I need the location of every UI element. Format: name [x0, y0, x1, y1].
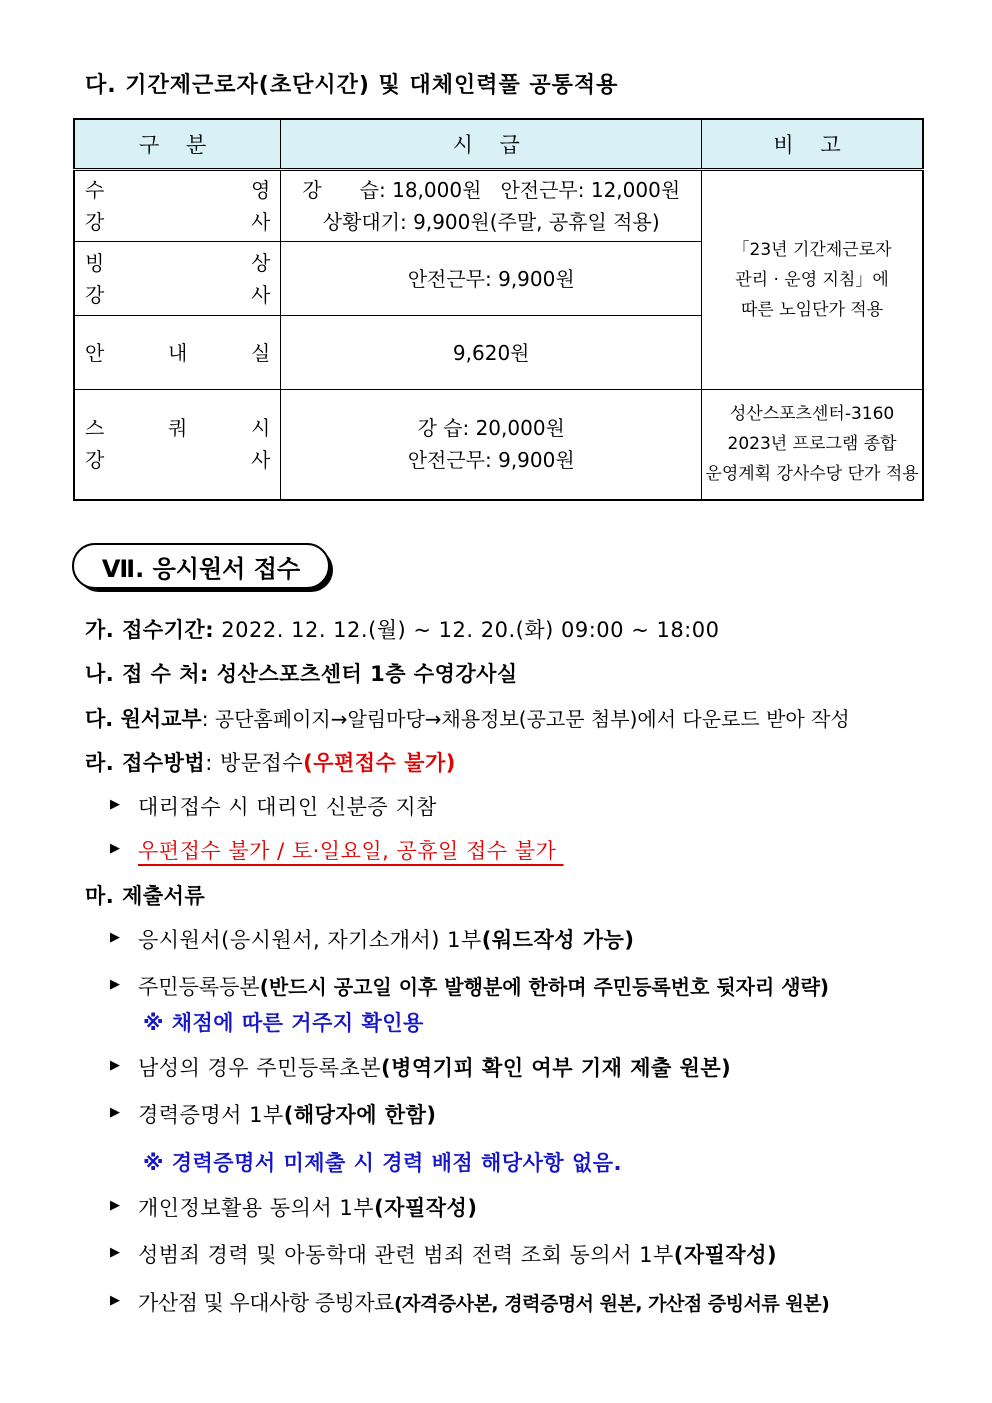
list-item — [138, 1287, 829, 1317]
table-row — [74, 170, 923, 242]
category-char: 사 — [250, 282, 271, 307]
triangle-bullet-icon: ▶ — [110, 841, 120, 856]
doc-note: (병역기피 확인 여부 기재 제출 원본) — [381, 1056, 732, 1080]
receipt-place — [85, 658, 518, 688]
doc-text: 주민등록등본 — [138, 975, 260, 999]
table-row — [74, 390, 923, 500]
career-note: ※ 경력증명서 미제출 시 경력 배점 해당사항 없음. — [143, 1151, 623, 1175]
category-char: 내 — [167, 340, 188, 365]
category-char: 강 — [85, 448, 105, 473]
section-da-title: 다. 기간제근로자(초단시간) 및 대체인력풀 공통적용 — [85, 73, 619, 98]
wage-line: 강 습: 18,000원 안전근무: 12,000원 — [302, 178, 681, 202]
list-item: 대리접수 시 대리인 신분증 지참 — [138, 795, 437, 819]
category-char: 스 — [85, 416, 105, 441]
receipt-place-label: 나. 접 수 처: — [85, 662, 209, 686]
form-distribution-value: : 공단홈페이지→알림마당→채용정보(공고문 첨부)에서 다운로드 받아 작성 — [201, 707, 850, 731]
doc-note: (자필작성) — [673, 1243, 778, 1267]
note-cell — [702, 170, 923, 390]
receipt-method-value: : 방문접수 — [205, 751, 304, 775]
category-char: 실 — [250, 340, 271, 365]
list-item — [138, 924, 635, 954]
wage-line: 안전근무: 9,900원 — [407, 448, 575, 473]
note-line: 관리 · 운영 지침」에 — [735, 270, 889, 290]
category-char: 영 — [250, 178, 271, 202]
form-distribution-label: 다. 원서교부 — [85, 707, 202, 731]
triangle-bullet-icon: ▶ — [110, 1058, 120, 1073]
doc-text: 응시원서(응시원서, 자기소개서) 1부 — [138, 928, 482, 952]
category-char: 사 — [250, 448, 271, 473]
triangle-bullet-icon: ▶ — [110, 1198, 120, 1213]
section7-title: Ⅶ. 응시원서 접수 — [72, 543, 330, 589]
doc-text: 개인정보활용 동의서 1부 — [138, 1196, 375, 1220]
receipt-period-label: 가. 접수기간: — [85, 618, 215, 642]
triangle-bullet-icon: ▶ — [110, 930, 120, 945]
category-char: 시 — [250, 416, 271, 441]
wage-cell — [281, 242, 702, 316]
category-char: 쿼 — [167, 416, 188, 441]
wage-cell — [281, 316, 702, 390]
doc-text: 성범죄 경력 및 아동학대 관련 범죄 전력 조회 동의서 1부 — [138, 1243, 674, 1267]
category-cell — [74, 390, 281, 500]
category-cell — [74, 316, 281, 390]
category-char: 상 — [250, 250, 271, 275]
header-note: 비 고 — [702, 119, 923, 170]
receipt-method — [85, 747, 456, 777]
category-char: 빙 — [85, 250, 105, 275]
wage-cell — [281, 390, 702, 500]
doc-note: (자필작성) — [374, 1196, 478, 1220]
note-line: 운영계획 강사수당 단가 적용 — [705, 464, 919, 485]
section-badge — [72, 543, 330, 591]
category-cell — [74, 170, 281, 242]
doc-note: (자격증사본, 경력증명서 원본, 가산점 증빙서류 원본) — [393, 1293, 830, 1315]
note-line: 성산스포츠센터-3160 — [729, 404, 895, 425]
list-item — [138, 1052, 731, 1082]
triangle-bullet-icon: ▶ — [110, 1245, 120, 1260]
doc-note: (해당자에 한함) — [283, 1103, 437, 1127]
receipt-method-warning: (우편접수 불가) — [303, 751, 456, 775]
doc-note: (반드시 공고일 이후 발행분에 한하며 주민등록번호 뒷자리 생략) — [259, 975, 830, 999]
wage-cell — [281, 170, 702, 242]
wage-line: 강 습: 20,000원 — [417, 416, 565, 441]
wage-line: 9,620원 — [452, 340, 530, 365]
list-item — [138, 1239, 777, 1269]
triangle-bullet-icon: ▶ — [110, 797, 120, 812]
triangle-bullet-icon: ▶ — [110, 977, 120, 992]
wage-line: 안전근무: 9,900원 — [407, 266, 575, 291]
list-item-warning: 우편접수 불가 / 토·일요일, 공휴일 접수 불가 — [138, 839, 564, 863]
receipt-period — [85, 614, 719, 644]
receipt-period-value: 2022. 12. 12.(월) ~ 12. 20.(화) 09:00 ~ 18:00 — [214, 618, 720, 642]
receipt-place-value: 성산스포츠센터 1층 수영강사실 — [208, 662, 518, 686]
category-char: 강 — [85, 210, 105, 234]
note-line: 「23년 기간제근로자 — [732, 240, 892, 260]
wage-line: 상황대기: 9,900원(주말, 공휴일 적용) — [322, 210, 660, 234]
category-char: 수 — [85, 178, 105, 202]
category-char: 안 — [85, 340, 105, 365]
doc-text: 가산점 및 우대사항 증빙자료 — [138, 1291, 394, 1315]
triangle-bullet-icon: ▶ — [110, 1293, 120, 1308]
header-category: 구 분 — [74, 119, 281, 170]
wage-table — [73, 118, 924, 501]
list-item — [138, 1192, 477, 1222]
receipt-method-label: 라. 접수방법 — [85, 751, 206, 775]
list-item — [138, 971, 829, 1001]
note-line: 따른 노임단가 적용 — [740, 300, 884, 320]
triangle-bullet-icon: ▶ — [110, 1105, 120, 1120]
submission-docs-label: 마. 제출서류 — [85, 884, 206, 908]
category-char: 사 — [250, 210, 271, 234]
category-char: 강 — [85, 282, 105, 307]
note-line: 2023년 프로그램 종합 — [727, 434, 897, 455]
category-cell — [74, 242, 281, 316]
doc-text: 남성의 경우 주민등록초본 — [138, 1056, 381, 1080]
doc-text: 경력증명서 1부 — [138, 1103, 284, 1127]
residence-note: ※ 채점에 따른 거주지 확인용 — [143, 1011, 424, 1035]
header-wage: 시 급 — [281, 119, 702, 170]
note-cell — [702, 390, 923, 500]
form-distribution — [85, 703, 850, 733]
list-item — [138, 1099, 437, 1129]
doc-note: (워드작성 가능) — [481, 928, 635, 952]
